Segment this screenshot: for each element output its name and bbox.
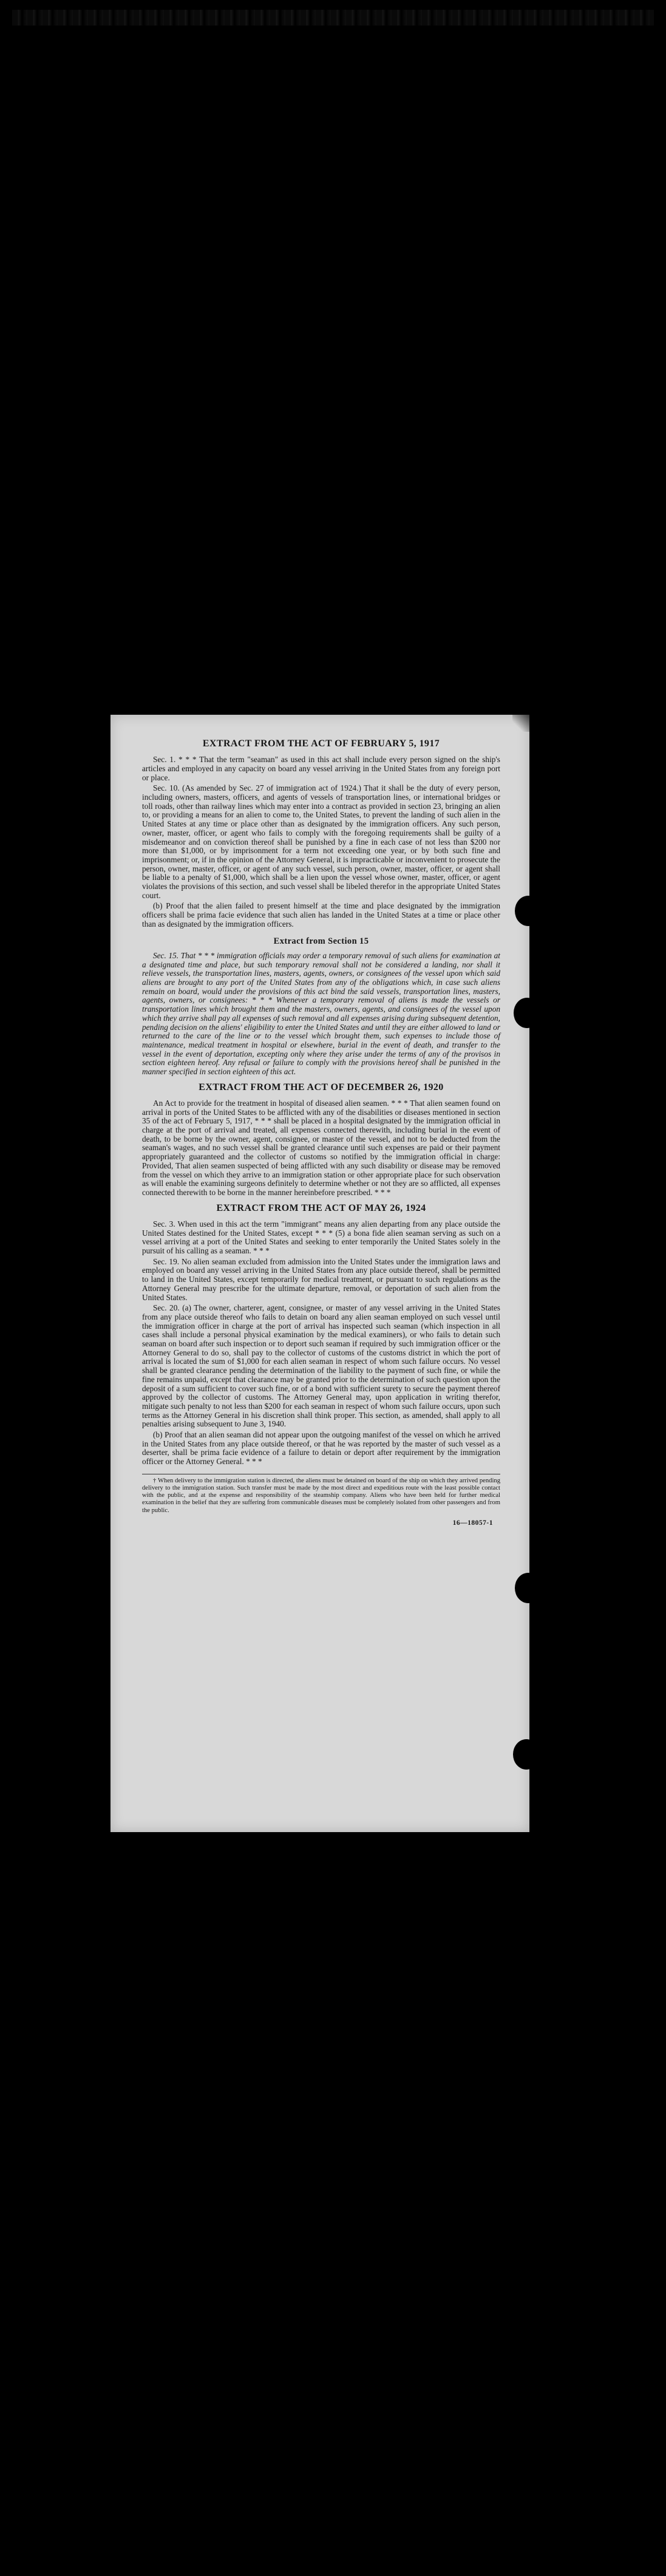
paragraph-sec-10: Sec. 10. (As amended by Sec. 27 of immigration act of 1924.) That it shall be the duty of every person, including owners, masters, officers, and agents of vessels of transportation lines, or international bridges or toll roads, other than railway lines which may enter into a contract as provided in section 23, bringing an alien to, or providing a means for an alien to come to, the United States, to prevent the landing of such alien in the United States at any time or place other than as designated by the immigration officers. Any such person, owner, master, officer, or agent who fails to comply with the foregoing requirements shall be guilty of a misdemeanor and on conviction thereof shall be punished by a fine in each case of not less than $200 nor more than $1,000, or by imprisonment for a term not exceeding one year, or by both such fine and imprisonment; or, if in the opinion of the Attorney General, it is impracticable or inconvenient to prosecute the person, owner, master, officer, or agent of any such vessel, such person, owner, master, officer, or agent shall be liable to a penalty of $1,000, which shall be a lien upon the vessel whose owner, master, officer, or agent violates the provisions of this section, and such vessel shall be libeled therefor in the appropriate United States court.: [142, 783, 500, 900]
punch-hole-top: [515, 896, 542, 926]
paragraph-sec-20-a: Sec. 20. (a) The owner, charterer, agent, consignee, or master of any vessel arriving in the United States from any place outside thereof who fails to detain on board any alien seaman employed on such vessel until the immigration officer in charge at the port of arrival has inspected such seaman (which inspection in all cases shall include a personal physical examination by the medical examiners), or who fails to detain such seaman on board after such inspection or to deport such seaman if required by such immigration officer or the Attorney General to do so, shall pay to the collector of customs of the customs district in which the port of arrival is located the sum of $1,000 for each alien seaman in respect of whom such failure occurs. No vessel shall be granted clearance pending the determination of the liability to the payment of such fine, or while the fine remains unpaid, except that clearance may be granted prior to the determination of such question upon the deposit of a sum sufficient to cover such fine, or of a bond with sufficient surety to secure the payment thereof approved by the collector of customs. The Attorney General may, upon application in writing therefor, mitigate such penalty to not less than $200 for each seaman in respect of whom such failure occurs, upon such terms as the Attorney General in his discretion shall think proper. This section, as amended, shall apply to all penalties arising subsequent to June 3, 1940.: [142, 1303, 500, 1429]
heading-act-1917: EXTRACT FROM THE ACT OF FEBRUARY 5, 1917: [202, 738, 440, 749]
punch-hole-lower: [515, 1573, 542, 1603]
paragraph-sec-1: Sec. 1. * * * That the term "seaman" as used in this act shall include every person signed on the ship's articles and employed in any capacity on board any vessel arriving in the United States from any foreign port or place.: [142, 755, 500, 782]
paragraph-sec-19: Sec. 19. No alien seaman excluded from admission into the United States under the immigration laws and employed on board any vessel arriving in the United States from any place outside thereof, shall be permitted to land in the United States, except temporarily for medical treatment, or pursuant to such regulations as the Attorney General may prescribe for the ultimate departure, removal, or deportation of such alien from the United States.: [142, 1256, 500, 1302]
form-code: 16—18057-1: [452, 1519, 493, 1527]
page-corner-shadow: [512, 715, 529, 732]
paragraph-sec-3: Sec. 3. When used in this act the term "immigrant" means any alien departing from any place outside the United States destined for the United States, except * * * (5) a bona fide alien seaman serving as such on a vessel arriving at a port of the United States and seeking to enter temporarily the United States solely in the pursuit of his calling as a seaman. * * *: [142, 1219, 500, 1255]
paragraph-act-1920: An Act to provide for the treatment in hospital of diseased alien seamen. * * * That alien seamen found on arrival in ports of the United States to be afflicted with any of the disabilities or diseases mentioned in section 35 of the act of February 5, 1917, * * * shall be placed in a hospital designated by the immigration official in charge at the port of arrival and treated, all expenses connected therewith, including burial in the event of death, to be borne by the owner, agent, consignee, or master of the vessel, and not to be deducted from the seaman's wages, and no such vessel shall be granted clearance until such expenses are paid or their payment appropriately guaranteed and the collector of customs so notified by the immigration official in charge: Provided, That alien seamen suspected of being afflicted with any such disability or disease may be removed from the vessel on which they arrive to an immigration station or other appropriate place for such observation as will enable the examining surgeons definitely to determine whether or not they are so afflicted, all expenses connected therewith to be borne in the manner hereinbefore prescribed. * * *: [142, 1098, 500, 1197]
punch-hole-bottom: [513, 1739, 540, 1770]
paragraph-sec-15: Sec. 15. That * * * immigration officials may order a temporary removal of such aliens for examination at a designated time and place, but such temporary removal shall not be considered a landing, nor shall it relieve vessels, the transportation lines, masters, agents, owners, or consignees of the vessel upon which said aliens are brought to any port of the United States from any of the obligations which, in case such aliens remain on board, would under the provisions of this act bind the said vessels, transportation lines, masters, agents, owners, or consignees: * * * Whenever a temporary removal of aliens is made the vessels or transportation lines which brought them and the masters, owners, agents, and consignees of the vessel upon which they arrive shall pay all expenses of such removal and all expenses arising during subsequent detention, pending decision on the aliens' eligibility to enter the United States and until they are either allowed to land or returned to the care of the line or to the vessel which brought them, such expenses to include those of maintenance, medical treatment in hospital or elsewhere, burial in the event of death, and transfer to the vessel in the event of deportation, excepting only where they arise under the terms of any of the provisos in section eighteen hereof. Any refusal or failure to comply with the provisions hereof shall be punished in the manner specified in section eighteen of this act.: [142, 950, 501, 1077]
heading-section-15: Extract from Section 15: [273, 936, 369, 946]
punch-hole-middle: [514, 998, 540, 1028]
footnote-text: † When delivery to the immigration station is directed, the aliens must be detained on board of the ship on which they arrived pending delivery to the immigration station. Such transfer must be made by the most direct and expeditious route with the least possible contact with the public, and at the expense and responsibility of the steamship company. Aliens who have been held for further medical examination in the belief that they are suffering from communicable diseases must be completely isolated from other passengers and from the public.: [142, 1477, 500, 1514]
heading-act-1920: EXTRACT FROM THE ACT OF DECEMBER 26, 1920: [199, 1082, 444, 1092]
document-page: [110, 715, 529, 1832]
paragraph-sec-20-b: (b) Proof that an alien seaman did not appear upon the outgoing manifest of the vessel on which he arrived in the United States from any place outside thereof, or that he was reported by the master of such vessel as a deserter, shall be prima facie evidence of a failure to detain or deport after requirement by the immigration officer or the Attorney General. * * *: [142, 1430, 500, 1467]
footnote: [142, 1474, 500, 1515]
heading-act-1924: EXTRACT FROM THE ACT OF MAY 26, 1924: [216, 1202, 426, 1213]
paragraph-sec-10-b: (b) Proof that the alien failed to present himself at the time and place designated by the immigration officers shall be prima facie evidence that such alien has landed in the United States at a time or place other than as designated by the immigration officers.: [142, 901, 500, 929]
scan-edge-artifact: [12, 10, 654, 26]
